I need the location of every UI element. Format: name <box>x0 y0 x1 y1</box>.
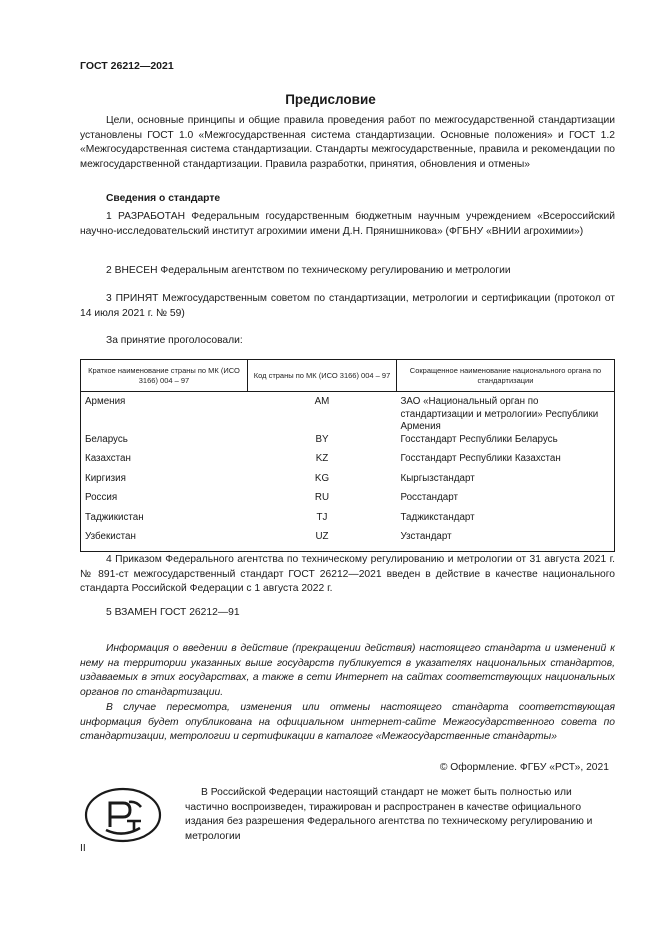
voted-label: За принятие проголосовали: <box>106 335 243 346</box>
table-row <box>81 512 615 532</box>
table-row <box>81 492 615 512</box>
page-title: Предисловие <box>285 92 376 107</box>
column-header-body: Сокращенное наименование национального органа по стандартизации <box>397 360 615 392</box>
country-cell: Армения <box>81 392 248 434</box>
info-item-4: 4 Приказом Федерального агентства по техническому регулированию и метрологии от 31 августа 2021 г. № 891-ст межгосударственный стандарт ГОСТ 26212—2021 введен в действие в качестве национального стандарта Российской Федерации с 1 августа 2022 г. <box>80 554 615 594</box>
voting-countries-table <box>80 359 615 552</box>
body-cell: Росстандарт <box>397 492 615 512</box>
foreword-intro: Цели, основные принципы и общие правила проведения работ по межгосударственной стандартизации установлены ГОСТ 1.0 «Межгосударственная система стандартизации. Основные положения» и ГОСТ 1.2 «Межгосударственная система стандартизации. Стандарты межгосударственные, правила и рекомендации по межгосударственной стандартизации. Правила разработки, принятия, обновления и отмены» <box>80 115 615 170</box>
code-cell: RU <box>314 492 330 503</box>
table-row <box>81 453 615 473</box>
country-cell: Киргизия <box>81 473 248 493</box>
body-cell: ЗАО «Национальный орган по стандартизации и метрологии» Республики Армения <box>397 392 615 434</box>
table-header-row <box>81 360 615 392</box>
code-cell: KZ <box>315 453 329 464</box>
body-cell: Кыргызстандарт <box>397 473 615 493</box>
country-cell: Россия <box>81 492 248 512</box>
body-cell: Таджикстандарт <box>397 512 615 532</box>
table-row <box>81 531 615 551</box>
info-item-1: 1 РАЗРАБОТАН Федеральным государственным бюджетным научным учреждением «Всероссийский научно-исследовательский институт агрохимии имени Д.Н. Прянишникова» (ФГБНУ «ВНИИ агрохимии») <box>80 211 615 237</box>
legal-notice: В Российской Федерации настоящий стандарт не может быть полностью или частично воспроизведен, тиражирован и распространен в качестве официального издания без разрешения Федерального агентства по техническому регулированию и метрологии <box>185 787 593 842</box>
table-row <box>81 434 615 454</box>
body-cell: Госстандарт Республики Казахстан <box>397 453 615 473</box>
info-item-3: 3 ПРИНЯТ Межгосударственным советом по стандартизации, метрологии и сертификации (протокол от 14 июля 2021 г. № 59) <box>80 293 615 319</box>
rst-logo-graphic <box>83 786 163 844</box>
notice-paragraph-1: Информация о введении в действие (прекращении действия) настоящего стандарта и изменений к нему на территории указанных выше государств публикуется в указателях национальных стандартов, издаваемых в этих государствах, а также в сети Интернет на сайтах соответствующих национальных органов по стандартизации. <box>80 643 615 698</box>
body-cell: Узстандарт <box>397 531 615 551</box>
standard-info-heading: Сведения о стандарте <box>106 193 221 204</box>
info-item-5: 5 ВЗАМЕН ГОСТ 26212—91 <box>106 607 240 618</box>
document-header: ГОСТ 26212—2021 <box>80 60 174 72</box>
country-cell: Таджикистан <box>81 512 248 532</box>
body-cell: Госстандарт Республики Беларусь <box>397 434 615 454</box>
code-cell: KG <box>314 472 330 484</box>
column-header-code: Код страны по МК (ИСО 3166) 004 – 97 <box>248 360 397 392</box>
notice-paragraph-2: В случае пересмотра, изменения или отмены настоящего стандарта соответствующая информация будет опубликована на официальном интернет-сайте Межгосударственного совета по стандартизации, метрологии и сертификации в каталоге «Межгосударственные стандарты» <box>80 702 615 742</box>
info-item-2: 2 ВНЕСЕН Федеральным агентством по техническому регулированию и метрологии <box>106 265 511 276</box>
code-cell: UZ <box>248 531 397 551</box>
code-cell: BY <box>315 433 329 445</box>
rst-certification-mark-icon <box>83 786 163 844</box>
code-cell: AM <box>314 396 330 407</box>
code-cell: TJ <box>316 511 328 523</box>
copyright-notice: © Оформление. ФГБУ «РСТ», 2021 <box>439 762 609 773</box>
page-number: II <box>80 843 86 854</box>
table-row <box>81 392 615 434</box>
country-cell: Казахстан <box>81 453 248 473</box>
country-cell: Беларусь <box>81 434 248 454</box>
country-cell: Узбекистан <box>81 531 248 551</box>
column-header-country: Краткое наименование страны по МК (ИСО 3166) 004 – 97 <box>81 360 248 392</box>
table-row <box>81 473 615 493</box>
